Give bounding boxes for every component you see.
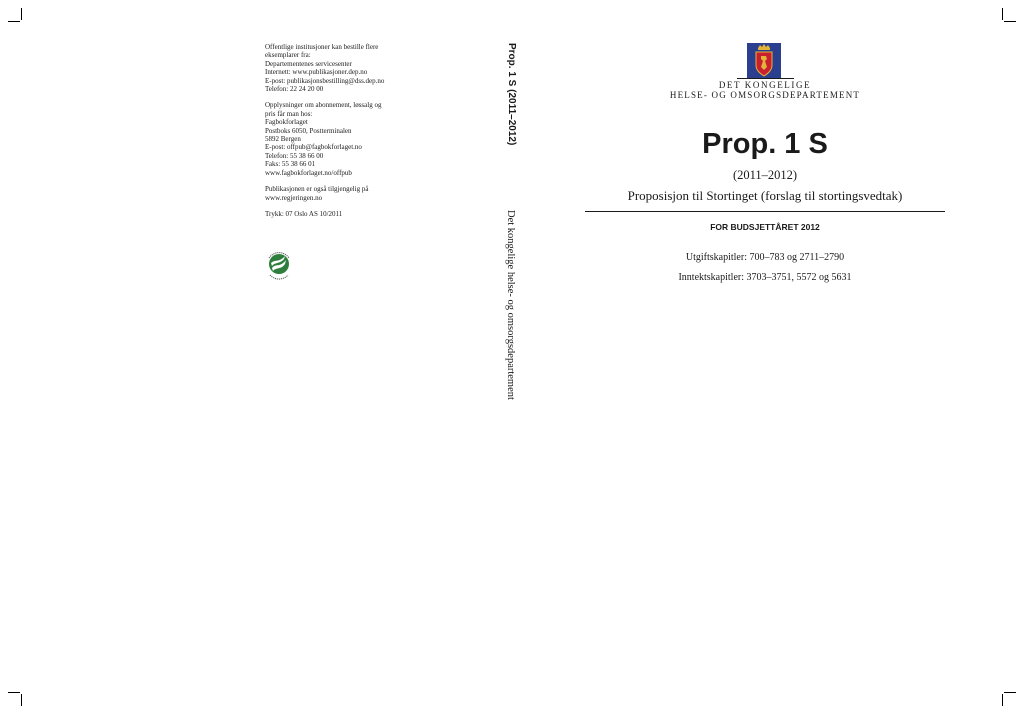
info-line: www.regjeringen.no (265, 193, 323, 202)
proposition-subtitle: Proposisjon til Stortinget (forslag til stortingsvedtak) (627, 188, 903, 203)
crop-mark (1002, 8, 1003, 20)
budget-year: FOR BUDSJETTÅRET 2012 (710, 222, 820, 232)
info-line: E-post: offpub@fagbokforlaget.no (265, 143, 362, 152)
print-line: Trykk: 07 Oslo AS 10/2011 (265, 209, 343, 218)
info-line: pris får man hos: (265, 109, 313, 118)
info-line: E-post: publikasjonsbestilling@dss.dep.no (265, 76, 385, 85)
income-chapters: Inntektskapitler: 3703–3751, 5572 og 5631 (678, 272, 852, 283)
crop-mark (1004, 692, 1016, 693)
crop-mark (8, 21, 20, 22)
back-cover-info (265, 43, 415, 226)
crop-mark (1004, 21, 1016, 22)
spine-department: Det kongelige helse- og omsorgsdepartement (505, 210, 516, 400)
department-name-line2: HELSE- OG OMSORGSDEPARTEMENT (669, 90, 861, 100)
ordering-info (265, 43, 415, 93)
info-line: www.fagbokforlaget.no/offpub (265, 168, 352, 177)
expenditure-chapters: Utgiftskapitler: 700–783 og 2711–2790 (685, 252, 845, 263)
info-line: Publikasjonen er også tilgjengelig på (265, 185, 369, 194)
print-info (265, 210, 415, 218)
spine-title: Prop. 1 S (2011–2012) (506, 43, 517, 146)
proposition-title: Prop. 1 S (702, 128, 828, 160)
ecolabel-icon (264, 246, 294, 282)
subscription-info (265, 101, 415, 177)
info-line: Postboks 6050, Postterminalen (265, 126, 352, 135)
royal-crest-icon (747, 43, 781, 79)
info-line: Departementenes servicesenter (265, 59, 352, 68)
crop-mark (21, 694, 22, 706)
info-line: Telefon: 22 24 20 00 (265, 85, 324, 94)
info-line: 5892 Bergen (265, 135, 301, 144)
info-line: Fagbokforlaget (265, 118, 308, 127)
online-info (265, 185, 415, 202)
crop-mark (1002, 694, 1003, 706)
info-line: Opplysninger om abonnement, løssalg og (265, 101, 382, 110)
dept-rule (737, 78, 794, 79)
department-name-line1: DET KONGELIGE (718, 80, 812, 90)
info-line: Offentlige institusjoner kan bestille flere (265, 43, 379, 51)
title-divider (585, 211, 945, 212)
crop-mark (21, 8, 22, 20)
info-line: eksemplarer fra: (265, 51, 311, 60)
info-line: Telefon: 55 38 66 00 (265, 151, 324, 160)
crop-mark (8, 692, 20, 693)
info-line: Internett: www.publikasjoner.dep.no (265, 68, 368, 77)
session-years: (2011–2012) (732, 168, 798, 182)
info-line: Faks: 55 38 66 01 (265, 160, 316, 169)
